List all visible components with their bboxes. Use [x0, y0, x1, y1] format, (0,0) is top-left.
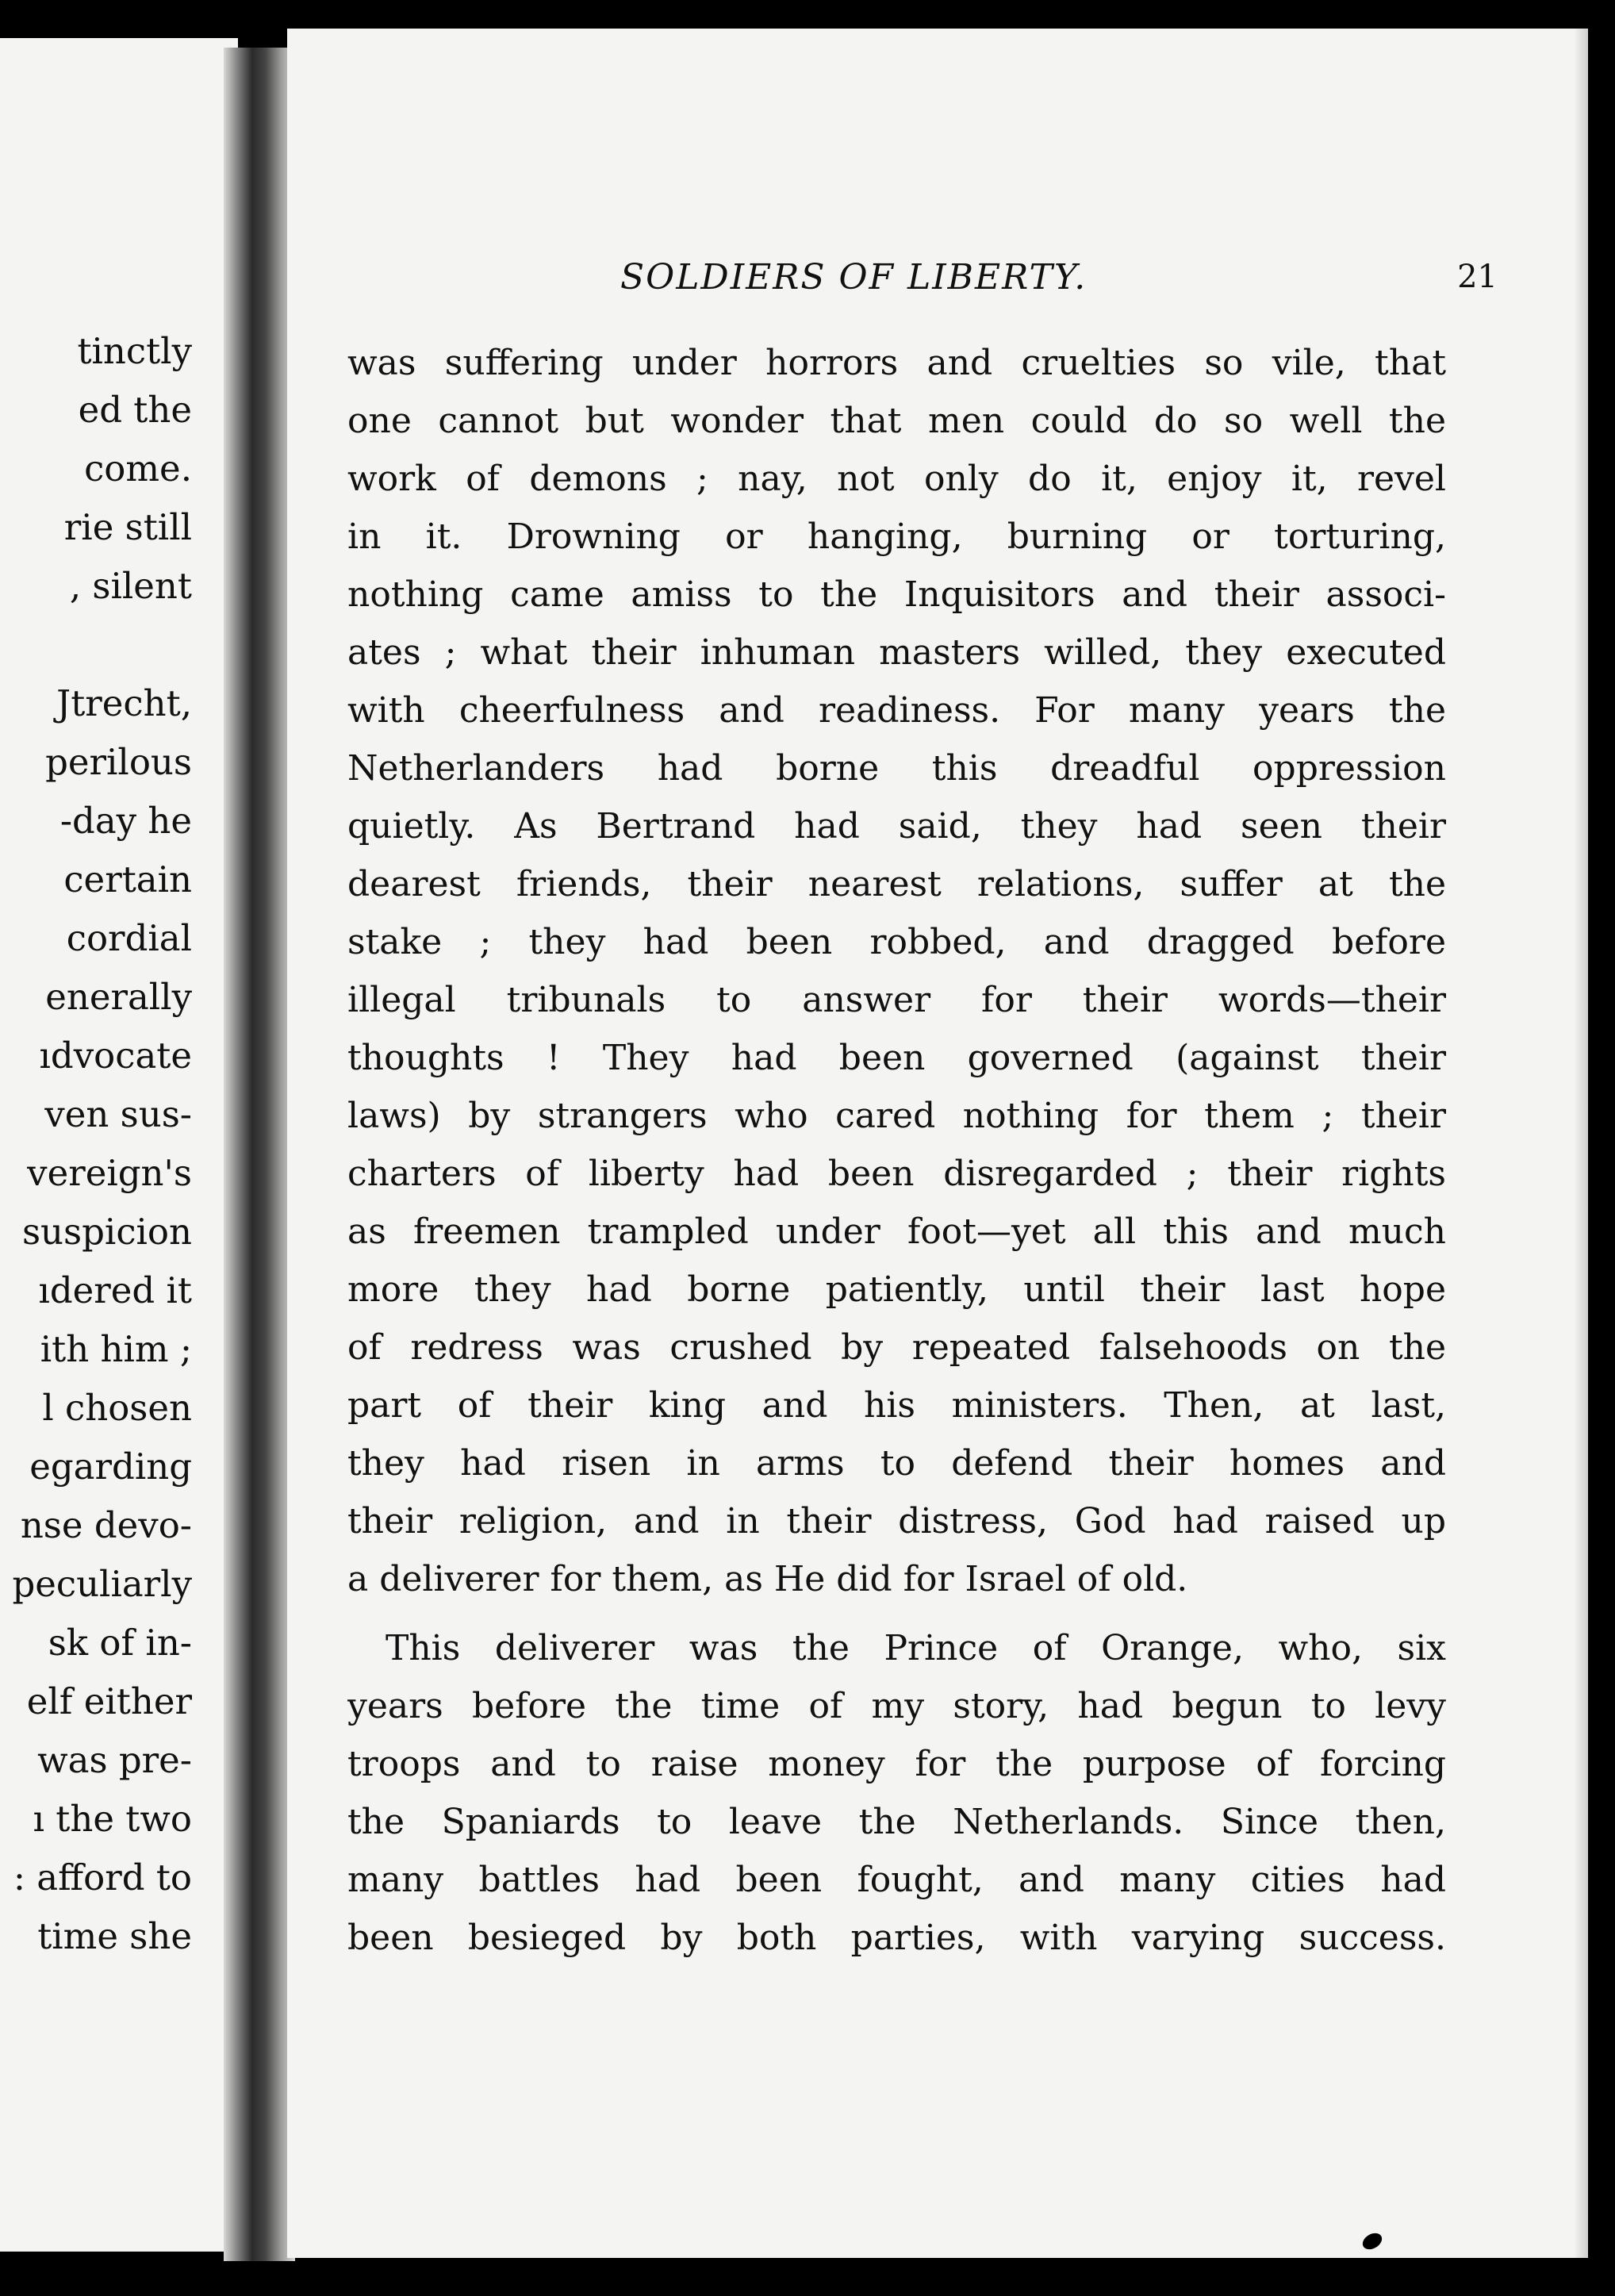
left-line: egarding: [29, 1446, 192, 1488]
left-line: l chosen: [42, 1387, 192, 1429]
text-line: was suffering under horrors and cruelties so vile, that: [347, 343, 1446, 383]
left-line: , silent: [69, 565, 192, 607]
left-line: -day he: [59, 800, 192, 842]
text-line: with cheerfulness and readiness. For many years the: [347, 690, 1446, 731]
left-line: ıdered it: [38, 1269, 192, 1311]
text-line: This deliverer was the Prince of Orange, who, six: [386, 1628, 1446, 1668]
text-line: work of demons ; nay, not only do it, enjoy it, revel: [347, 459, 1446, 499]
text-line: the Spaniards to leave the Netherlands. Since then,: [347, 1802, 1446, 1842]
left-line: was pre-: [37, 1739, 192, 1781]
text-line: stake ; they had been robbed, and dragged before: [347, 922, 1446, 962]
left-line: ı the two: [33, 1798, 192, 1840]
text-line: one cannot but wonder that men could do so well the: [347, 401, 1446, 441]
left-line: elf either: [26, 1680, 192, 1722]
text-line: part of their king and his ministers. Then, at last,: [347, 1385, 1446, 1426]
page-number: 21: [1457, 259, 1498, 295]
left-line: enerally: [45, 976, 192, 1018]
text-line: of redress was crushed by repeated falsehoods on the: [347, 1327, 1446, 1368]
left-line: perilous: [45, 741, 192, 783]
left-line: suspicion: [21, 1211, 192, 1253]
running-head: SOLDIERS OF LIBERTY.: [620, 257, 1088, 298]
text-line: a deliverer for them, as He did for Israel of old.: [347, 1559, 1188, 1599]
book-gutter-shadow: [224, 48, 295, 2261]
text-line: many battles had been fought, and many cities had: [347, 1860, 1446, 1900]
left-line: ed the: [78, 389, 192, 431]
left-line: sk of in-: [48, 1622, 192, 1664]
left-line: ith him ;: [40, 1328, 192, 1370]
text-line: Netherlanders had borne this dreadful oppression: [347, 748, 1446, 789]
text-line: as freemen trampled under foot—yet all this and much: [347, 1211, 1446, 1252]
left-line: : afford to: [13, 1856, 192, 1899]
text-line: nothing came amiss to the Inquisitors and their associ-: [347, 574, 1446, 615]
text-line: been besieged by both parties, with varying success.: [347, 1918, 1446, 1958]
left-line: time she: [37, 1915, 192, 1957]
text-line: more they had borne patiently, until their last hope: [347, 1269, 1446, 1310]
left-line: nse devo-: [20, 1504, 192, 1546]
text-line: ates ; what their inhuman masters willed, they executed: [347, 632, 1446, 673]
text-line: dearest friends, their nearest relations, suffer at the: [347, 864, 1446, 904]
text-line: thoughts ! They had been governed (against their: [347, 1038, 1446, 1078]
left-line: certain: [63, 858, 192, 900]
left-line: Jtrecht,: [56, 682, 192, 724]
left-line: tinctly: [77, 330, 192, 372]
text-line: laws) by strangers who cared nothing for them ; their: [347, 1096, 1446, 1136]
left-line: ıdvocate: [39, 1035, 192, 1077]
left-line: cordial: [66, 917, 192, 959]
text-line: they had risen in arms to defend their homes and: [347, 1443, 1446, 1484]
left-line: ven sus-: [44, 1093, 192, 1135]
text-line: quietly. As Bertrand had said, they had seen their: [347, 806, 1446, 847]
text-line: illegal tribunals to answer for their words—their: [347, 980, 1446, 1020]
text-line: years before the time of my story, had begun to levy: [347, 1686, 1446, 1726]
left-facing-page: [0, 38, 238, 2252]
right-page: [287, 29, 1588, 2258]
left-line: peculiarly: [12, 1563, 192, 1605]
text-line: in it. Drowning or hanging, burning or torturing,: [347, 516, 1446, 557]
page-edge-shadow: [1574, 29, 1588, 2258]
left-line: rie still: [63, 506, 192, 548]
text-line: charters of liberty had been disregarded ; their rights: [347, 1154, 1446, 1194]
text-line: troops and to raise money for the purpose of forcing: [347, 1744, 1446, 1784]
scan-speck: [1360, 2230, 1385, 2253]
text-line: their religion, and in their distress, God had raised up: [347, 1501, 1446, 1542]
left-line: vereign's: [27, 1152, 192, 1194]
left-line: come.: [84, 447, 192, 490]
